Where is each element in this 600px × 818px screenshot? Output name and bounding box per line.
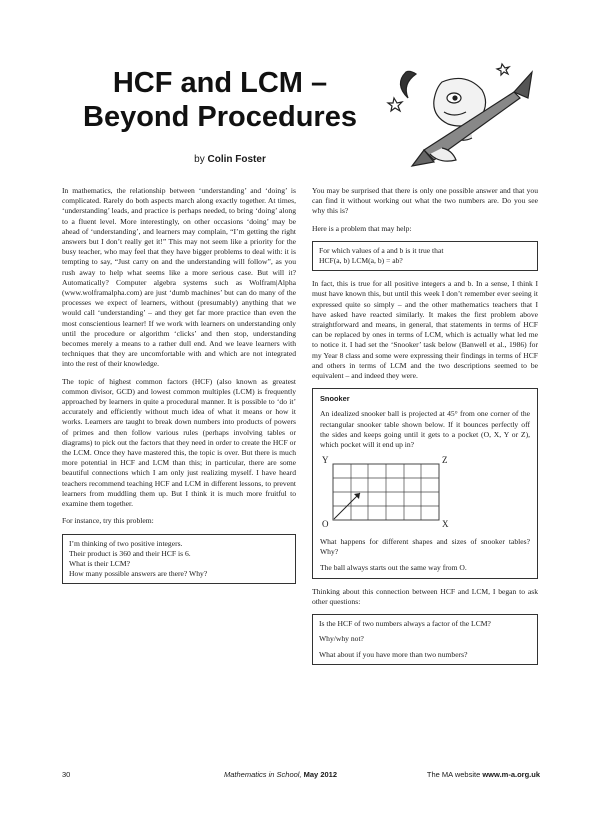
problem-line: I’m thinking of two positive integers. [69, 538, 183, 548]
pocket-label-y: Y [322, 455, 329, 466]
title-line-1: HCF and LCM – [112, 67, 328, 99]
questions-box [312, 614, 538, 665]
paragraph-in-fact: In fact, this is true for all positive integers a and b. In a sense, I think I must have known this, but until this week I don’t remember ever seeing it expressed quite so simply – and the other mathematics teachers that I have asked have reacted similarly. It makes the first problem above straightforward and means, in general, that statements in terms of HCF can be replaced by ones in terms of LCM, which is actually what led me to notice it. I had set the ‘Snooker’ task below (Banwell et al., 1986) for my Year 8 class and some were expressing their findings in terms of HCF and others in terms of LCM and the two descriptions seemed to be equivalent – and indeed they were. [312, 279, 538, 381]
website-label: The MA website [426, 770, 481, 779]
paragraph-understanding-doing: In mathematics, the relationship between ‘understanding’ and ‘doing’ is complicated. Rarely do both aspects march along exactly together. At times, ‘understanding’ leads, and practice is perhaps needed, to bring ‘doing’ along to a fluent level. More interestingly, on other occasions ‘doing’ may be ahead of ‘understanding’, and learners may complain, “I’m getting the right answers but I don’t really get it!” This may not seem like a priority for the busy teacher, who may feel that they have bigger problems to deal with: it is tempting to say, “Just carry on and the understanding will follow”, as you rush away to help what seems like a more serious case. But will it? Automatically? Computer algebra systems such as Wolfram|Alpha (www.wolframalpha.com) are just ‘dumb machines’ but can do many of the processes we expect of learners, without (presumably) anything that we would call ‘understanding’ – and they get far more practice than even the most conscientious learner! If we work with learners on understanding only until the procedure or algorithm ‘clicks’ and then stop, understanding becomes merely a means to a rather dull end. And we leave learners with techniques that they are uncomfortable with and which are not integrated into the rest of their knowledge. [62, 186, 296, 369]
problem-box-identity [312, 241, 538, 271]
paragraph-surprised: You may be surprised that there is only one possible answer and that you can find it without working out what the two numbers are. Do you see why this is? [312, 186, 538, 216]
page-footer [62, 770, 540, 782]
byline [150, 154, 310, 165]
crescent-moon-icon [400, 71, 416, 98]
author-name: Colin Foster [207, 154, 266, 165]
problem-box-integers [62, 534, 296, 585]
website-url: www.m-a.org.uk [482, 770, 540, 779]
page-number: 30 [62, 770, 71, 779]
pocket-label-x: X [442, 519, 449, 530]
byline-prefix: by [194, 154, 205, 165]
paragraph-hcf-lcm-topic: The topic of highest common factors (HCF) (also known as greatest common divisor, GCD) and lowest common multiples (LCM) is frequently approached by learners in quite a procedural manner. It is possible to ‘do it’ accurately and efficiently without much idea of what it means or how it works. Learners are taught to break down numbers into products of powers of primes and then follow various rules (perhaps involving tables or diagrams) to pick out the factors that they need in order to create the HCF or the LCM. Once they have mastered this, the topic is over. But there is much more potential in HCF and LCM than this; in particular, there are some beautiful connections which I am only just realizing myself. I have heard teachers recommend teaching HCF and LCM in different lessons, to prevent learners from muddling them up. But I think it is much more fruitful to examine them together. [62, 376, 296, 509]
question-line: What about if you have more than two numbers? [319, 649, 468, 659]
right-column [312, 186, 538, 673]
journal-issue: May 2012 [303, 770, 337, 779]
star-icon [497, 64, 509, 75]
website-info [427, 770, 540, 779]
snooker-text: An idealized snooker ball is projected at 45° from one corner of the rectangular snooker table shown below. If it bounces perfectly off the sides and keeps going until it gets to a pocket (O, X, Y or Z), which pocket will it end up in? [320, 409, 530, 450]
problem-line: Their product is 360 and their HCF is 6. [69, 548, 191, 558]
snooker-task-box [312, 388, 538, 579]
paragraph-help-problem: Here is a problem that may help: [312, 223, 412, 233]
journal-info [224, 770, 337, 779]
problem-line: What is their LCM? [69, 558, 130, 568]
question-line: Is the HCF of two numbers always a factor of the LCM? [319, 619, 491, 629]
snooker-grid [332, 463, 440, 521]
title-line-2: Beyond Procedures [83, 101, 357, 133]
pocket-label-z: Z [442, 455, 448, 466]
paragraph-try-problem: For instance, try this problem: [62, 516, 154, 526]
left-column [62, 186, 296, 592]
problem-line: How many possible answers are there? Why? [69, 569, 208, 579]
snooker-note: The ball always starts out the same way from O. [320, 562, 467, 572]
question-line: Why/why not? [319, 634, 364, 644]
snooker-question: What happens for different shapes and sizes of snooker tables? Why? [320, 537, 530, 557]
paragraph-thinking: Thinking about this connection between HCF and LCM, I began to ask other questions: [312, 586, 538, 607]
star-icon [388, 98, 402, 111]
rocket-rider-illustration [384, 58, 536, 178]
journal-name: Mathematics in School, [224, 770, 302, 779]
pocket-label-o: O [322, 519, 329, 530]
problem-line: For which values of a and b is it true that [319, 245, 444, 255]
snooker-table-diagram [322, 455, 472, 531]
problem-line: HCF(a, b) LCM(a, b) = ab? [319, 256, 403, 266]
article-title [60, 66, 380, 134]
snooker-heading: Snooker [320, 394, 350, 404]
